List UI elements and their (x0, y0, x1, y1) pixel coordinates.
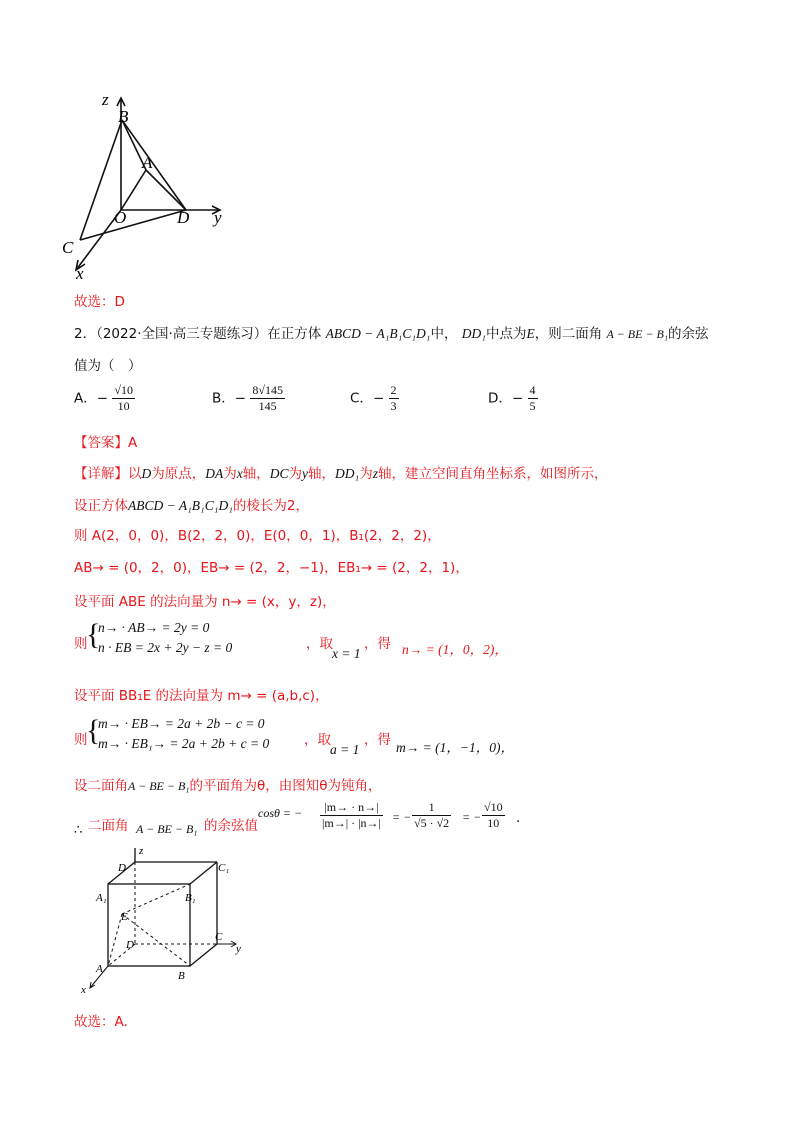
cube-label-E: E (121, 911, 128, 923)
tetrahedron-figure (60, 88, 240, 280)
cube-label-C1: C₁ (218, 862, 230, 874)
label-y: y (214, 208, 222, 227)
cube-label-D-origin: D (126, 939, 134, 951)
cube-label-x: x (81, 984, 86, 996)
detail-line4: AB→ = (0，2，0)，EB→ = (2，2，−1)，EB₁→ = (2，2，1)， (74, 560, 469, 576)
option-d[interactable]: D．− $\frac{4}{5}$ (488, 383, 536, 413)
detail-line1: 【详解】以D为原点，DA为x轴，DC为y轴，DD₁为z轴，建立空间直角坐标系，如图所示， (74, 466, 608, 482)
answer: 【答案】A (74, 435, 138, 451)
cube-label-C: C (215, 931, 223, 943)
question-2-line2: 值为（ ） (74, 358, 142, 374)
cube-figure (78, 842, 258, 998)
detail-line9: 设二面角A − BE − B₁的平面角为θ，由图知θ为钝角， (74, 778, 382, 794)
detail-line7: 设平面 BB₁E 的法向量为 m→ = (a,b,c)， (74, 688, 329, 704)
cube-label-z: z (139, 845, 144, 857)
label-B: B (118, 107, 129, 126)
cube-label-B: B (178, 970, 185, 982)
selection-1: 故选：D (74, 294, 125, 310)
label-D: D (177, 208, 190, 227)
cube-label-A: A (96, 963, 103, 975)
label-z: z (102, 90, 109, 109)
option-b[interactable]: B．− $\frac{8√145}{145}$ (212, 383, 283, 413)
option-a[interactable]: A．− $\frac{√10}{10}$ (74, 383, 133, 413)
label-A: A (142, 153, 153, 172)
cube-label-y: y (236, 943, 241, 955)
cube-label-A1: A₁ (96, 892, 107, 904)
selection-2: 故选：A． (74, 1014, 138, 1030)
detail-line5: 设平面 ABE 的法向量为 n→ = (x，y，z)， (74, 594, 336, 610)
option-c[interactable]: C．− $\frac{2}{3}$ (350, 383, 397, 413)
detail-line2: 设正方体ABCD − A₁B₁C₁D₁的棱长为2， (74, 498, 309, 514)
label-C: C (62, 238, 74, 257)
label-x: x (76, 264, 84, 280)
label-O: O (114, 208, 127, 227)
cube-label-B1: B₁ (185, 892, 196, 904)
cube-label-D: D (118, 862, 126, 874)
detail-line3: 则 A(2，0，0)，B(2，2，0)，E(0，0，1)，B₁(2，2，2)， (74, 528, 441, 544)
question-2-line1: 2．（2022·全国·高三专题练习）在正方体 ABCD − A₁B₁C₁D₁中， DD₁中点为E，则二面角 A − BE − B₁的余弦 (74, 326, 709, 342)
